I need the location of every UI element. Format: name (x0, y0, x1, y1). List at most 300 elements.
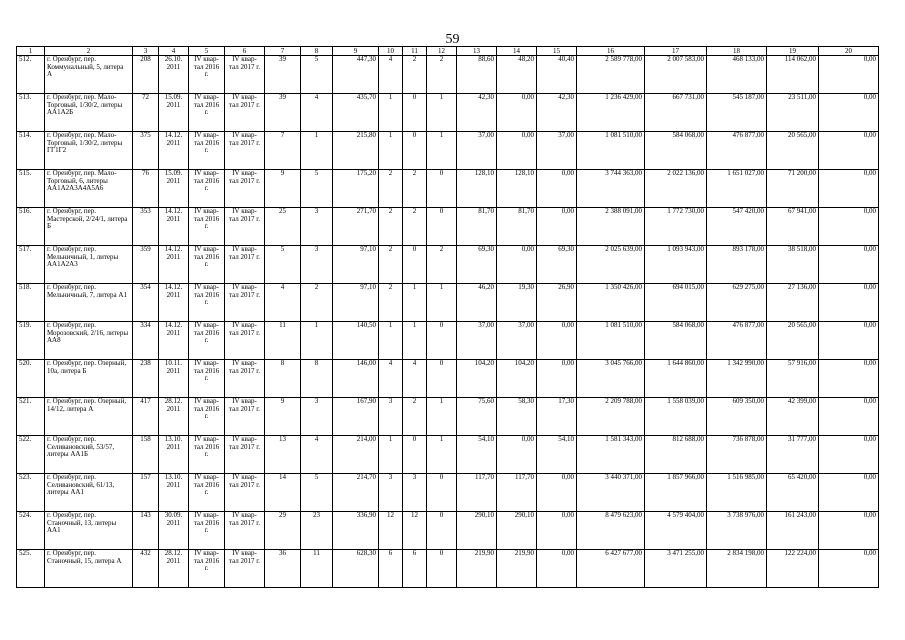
table-cell: IV квар- тал 2016 г. (189, 550, 225, 588)
table-cell: 37,00 (537, 132, 577, 170)
table-cell: 1 (427, 436, 457, 474)
table-cell: 57 916,00 (767, 360, 819, 398)
table-cell: IV квар- тал 2016 г. (189, 246, 225, 284)
table-cell: 667 731,00 (645, 94, 707, 132)
table-cell: IV квар- тал 2017 г. (225, 284, 265, 322)
table-cell: 104,20 (497, 360, 537, 398)
table-row (17, 246, 879, 284)
table-row (17, 436, 879, 474)
table-cell: 1 857 966,00 (645, 474, 707, 512)
table-cell: IV квар- тал 2017 г. (225, 170, 265, 208)
table-cell: 1 (301, 132, 333, 170)
table-cell: IV квар- тал 2017 г. (225, 550, 265, 588)
table-cell: 1 581 343,00 (577, 436, 645, 474)
table-cell: 13.10. 2011 (159, 436, 189, 474)
table-cell: 375 (133, 132, 159, 170)
page-number: 59 (445, 32, 460, 47)
table-cell: IV квар- тал 2016 г. (189, 132, 225, 170)
column-number-header: 15 (537, 47, 577, 56)
table-cell: 3 (301, 246, 333, 284)
table-cell: 4 (403, 360, 427, 398)
table-cell: 117,70 (497, 474, 537, 512)
table-cell: 37,00 (457, 322, 497, 360)
table-cell: 468 133,00 (707, 56, 767, 94)
table-cell: 2 022 136,00 (645, 170, 707, 208)
table-cell: 2 (379, 284, 403, 322)
column-number-header: 11 (403, 47, 427, 56)
table-cell: 3 (301, 398, 333, 436)
column-number-header: 16 (577, 47, 645, 56)
table-cell: 336,90 (333, 512, 379, 550)
table-cell: 26.10. 2011 (159, 56, 189, 94)
table-cell: 208 (133, 56, 159, 94)
data-table (16, 46, 879, 588)
column-number-header: 8 (301, 47, 333, 56)
table-cell: IV квар- тал 2016 г. (189, 94, 225, 132)
table-cell: 114 062,00 (767, 56, 819, 94)
table-row (17, 550, 879, 588)
table-cell: 476 877,00 (707, 132, 767, 170)
table-cell: 15.09. 2011 (159, 170, 189, 208)
table-cell: 214,00 (333, 436, 379, 474)
table-cell: 14.12. 2011 (159, 284, 189, 322)
row-number-cell: 514. (17, 132, 45, 170)
table-cell: IV квар- тал 2016 г. (189, 284, 225, 322)
table-cell: 17,30 (537, 398, 577, 436)
table-cell: 175,20 (333, 170, 379, 208)
table-cell: 28.12. 2011 (159, 550, 189, 588)
table-row (17, 94, 879, 132)
table-cell: 0 (427, 360, 457, 398)
table-cell: 0 (427, 474, 457, 512)
table-cell: 1 (403, 284, 427, 322)
table-cell: IV квар- тал 2017 г. (225, 436, 265, 474)
table-cell: 42,30 (457, 94, 497, 132)
address-cell: г. Оренбург, пер. Озерный, 14/12, литера А (45, 398, 133, 436)
table-cell: 14.12. 2011 (159, 132, 189, 170)
table-cell: 609 350,00 (707, 398, 767, 436)
column-number-header: 14 (497, 47, 537, 56)
table-cell: 238 (133, 360, 159, 398)
table-cell: 7 (265, 132, 301, 170)
table-cell: 19,30 (497, 284, 537, 322)
table-cell: 14.12. 2011 (159, 246, 189, 284)
column-number-header: 17 (645, 47, 707, 56)
address-cell: г. Оренбург, пер. Коммунальный, 5, литера А (45, 56, 133, 94)
table-cell: 432 (133, 550, 159, 588)
table-cell: IV квар- тал 2016 г. (189, 322, 225, 360)
table-cell: 48,20 (497, 56, 537, 94)
table-cell: 36 (265, 550, 301, 588)
table-cell: 893 178,00 (707, 246, 767, 284)
row-number-cell: 525. (17, 550, 45, 588)
table-cell: 13 (265, 436, 301, 474)
table-cell: 219,90 (497, 550, 537, 588)
table-cell: 117,70 (457, 474, 497, 512)
table-cell: 12 (403, 512, 427, 550)
row-number-cell: 524. (17, 512, 45, 550)
table-cell: 0,00 (537, 512, 577, 550)
table-cell: 30.09. 2011 (159, 512, 189, 550)
table-cell: 0,00 (819, 170, 879, 208)
row-number-cell: 523. (17, 474, 45, 512)
table-cell: 14.12. 2011 (159, 208, 189, 246)
table-cell: 20 565,00 (767, 132, 819, 170)
table-cell: IV квар- тал 2017 г. (225, 132, 265, 170)
row-number-cell: 518. (17, 284, 45, 322)
table-cell: 5 (301, 56, 333, 94)
table-cell: IV квар- тал 2016 г. (189, 436, 225, 474)
column-number-header: 13 (457, 47, 497, 56)
table-cell: IV квар- тал 2016 г. (189, 208, 225, 246)
table-cell: 146,00 (333, 360, 379, 398)
table-cell: 37,00 (497, 322, 537, 360)
table-cell: 157 (133, 474, 159, 512)
column-number-header: 4 (159, 47, 189, 56)
row-number-cell: 517. (17, 246, 45, 284)
table-cell: 6 427 677,00 (577, 550, 645, 588)
column-number-header: 10 (379, 47, 403, 56)
table-cell: 0,00 (537, 208, 577, 246)
table-cell: 2 388 091,00 (577, 208, 645, 246)
table-cell: 26,90 (537, 284, 577, 322)
table-cell: 76 (133, 170, 159, 208)
table-cell: 0,00 (819, 398, 879, 436)
table-cell: 23 (301, 512, 333, 550)
table-cell: 2 (379, 246, 403, 284)
table-cell: 417 (133, 398, 159, 436)
table-cell: 158 (133, 436, 159, 474)
table-cell: 0,00 (537, 170, 577, 208)
table-cell: 12 (379, 512, 403, 550)
table-cell: 1 093 943,00 (645, 246, 707, 284)
table-cell: 4 (301, 94, 333, 132)
table-cell: 0 (427, 322, 457, 360)
table-cell: 54,10 (457, 436, 497, 474)
table-cell: 215,80 (333, 132, 379, 170)
address-cell: г. Оренбург, пер. Селивановский, 53/57, литеры АА1Б (45, 436, 133, 474)
table-cell: 2 007 583,00 (645, 56, 707, 94)
table-cell: 1 (427, 398, 457, 436)
table-body (17, 56, 879, 588)
table-cell: IV квар- тал 2017 г. (225, 474, 265, 512)
table-cell: 476 877,00 (707, 322, 767, 360)
table-cell: 271,70 (333, 208, 379, 246)
table-cell: IV квар- тал 2016 г. (189, 56, 225, 94)
column-number-header: 3 (133, 47, 159, 56)
table-cell: 0 (403, 132, 427, 170)
table-cell: 97,10 (333, 246, 379, 284)
table-cell: 5 (301, 170, 333, 208)
table-cell: 0 (427, 512, 457, 550)
table-cell: 0,00 (819, 436, 879, 474)
table-row (17, 474, 879, 512)
column-number-row (17, 47, 879, 56)
address-cell: г. Оренбург, пер. Мало-Торговый, 1/30/2, литеры ГГ1Г2 (45, 132, 133, 170)
table-cell: 46,20 (457, 284, 497, 322)
table-cell: 290,10 (457, 512, 497, 550)
row-number-cell: 512. (17, 56, 45, 94)
table-row (17, 512, 879, 550)
table-row (17, 322, 879, 360)
table-cell: 1 (427, 94, 457, 132)
column-number-header: 7 (265, 47, 301, 56)
table-cell: IV квар- тал 2017 г. (225, 208, 265, 246)
table-cell: 1 (403, 322, 427, 360)
table-cell: 4 (301, 436, 333, 474)
table-cell: 3 (379, 398, 403, 436)
table-cell: 6 (379, 550, 403, 588)
table-cell: 58,30 (497, 398, 537, 436)
table-cell: 39 (265, 56, 301, 94)
table-cell: 694 015,00 (645, 284, 707, 322)
table-cell: 167,90 (333, 398, 379, 436)
table-row (17, 360, 879, 398)
table-cell: IV квар- тал 2016 г. (189, 474, 225, 512)
table-cell: IV квар- тал 2017 г. (225, 322, 265, 360)
table-cell: 20 565,00 (767, 322, 819, 360)
table-cell: 29 (265, 512, 301, 550)
table-cell: 629 275,00 (707, 284, 767, 322)
table-cell: 0,00 (819, 360, 879, 398)
table-cell: 128,10 (497, 170, 537, 208)
table-cell: 2 (427, 56, 457, 94)
table-cell: 42 399,00 (767, 398, 819, 436)
table-cell: IV квар- тал 2017 г. (225, 94, 265, 132)
table-cell: 0 (427, 208, 457, 246)
table-cell: 3 744 363,00 (577, 170, 645, 208)
table-cell: 8 479 623,00 (577, 512, 645, 550)
table-cell: 8 (301, 360, 333, 398)
table-cell: 736 878,00 (707, 436, 767, 474)
table-cell: 97,10 (333, 284, 379, 322)
table-cell: IV квар- тал 2016 г. (189, 398, 225, 436)
address-cell: г. Оренбург, пер. Мельничный, 7, литера А1 (45, 284, 133, 322)
table-cell: 2 834 198,00 (707, 550, 767, 588)
table-cell: 1 (427, 132, 457, 170)
table-cell: 1 (379, 94, 403, 132)
table-cell: IV квар- тал 2017 г. (225, 512, 265, 550)
table-cell: 1 081 510,00 (577, 322, 645, 360)
table-row (17, 170, 879, 208)
table-row (17, 56, 879, 94)
table-cell: 75,60 (457, 398, 497, 436)
table-cell: 290,10 (497, 512, 537, 550)
table-cell: 31 777,00 (767, 436, 819, 474)
table-cell: 5 (265, 246, 301, 284)
table-cell: 2 (427, 246, 457, 284)
table-cell: 5 (301, 474, 333, 512)
table-cell: 3 045 766,00 (577, 360, 645, 398)
table-cell: 0,00 (819, 56, 879, 94)
column-number-header: 2 (45, 47, 133, 56)
table-cell: 81,70 (457, 208, 497, 246)
table-cell: 15.09. 2011 (159, 94, 189, 132)
table-cell: 0,00 (819, 284, 879, 322)
table-cell: 23 511,00 (767, 94, 819, 132)
table-cell: 40,40 (537, 56, 577, 94)
table-cell: 3 (301, 208, 333, 246)
address-cell: г. Оренбург, пер. Селивановский, 61/13, литеры АА1 (45, 474, 133, 512)
table-cell: 8 (265, 360, 301, 398)
table-cell: 0,00 (497, 436, 537, 474)
table-cell: 0 (427, 550, 457, 588)
address-cell: г. Оренбург, пер. Озерный, 10а, литера Б (45, 360, 133, 398)
table-cell: 37,00 (457, 132, 497, 170)
table-cell: 72 (133, 94, 159, 132)
table-cell: 0,00 (819, 322, 879, 360)
table-cell: 2 (379, 170, 403, 208)
table-cell: 447,30 (333, 56, 379, 94)
table-cell: 65 420,00 (767, 474, 819, 512)
table-cell: 334 (133, 322, 159, 360)
table-cell: 14 (265, 474, 301, 512)
table-cell: 812 688,00 (645, 436, 707, 474)
table-cell: 0 (427, 170, 457, 208)
table-cell: 0 (403, 246, 427, 284)
column-number-header: 20 (819, 47, 879, 56)
column-number-header: 12 (427, 47, 457, 56)
table-cell: 1 516 985,00 (707, 474, 767, 512)
address-cell: г. Оренбург, пер. Мало-Торговый, 1/30/2, литеры АА1А2Б (45, 94, 133, 132)
table-row (17, 398, 879, 436)
table-cell: 0,00 (537, 550, 577, 588)
table-cell: 3 471 255,00 (645, 550, 707, 588)
table-cell: 0 (403, 436, 427, 474)
table-cell: 1 644 860,00 (645, 360, 707, 398)
address-cell: г. Оренбург, пер. Мельничный, 1, литеры АА1А2А3 (45, 246, 133, 284)
table-cell: 628,30 (333, 550, 379, 588)
table-cell: 9 (265, 398, 301, 436)
table-cell: 219,90 (457, 550, 497, 588)
row-number-cell: 522. (17, 436, 45, 474)
column-number-header: 5 (189, 47, 225, 56)
table-cell: 11 (265, 322, 301, 360)
table-cell: IV квар- тал 2016 г. (189, 170, 225, 208)
table-cell: 584 068,00 (645, 322, 707, 360)
table-cell: 2 (403, 208, 427, 246)
table-cell: 71 200,00 (767, 170, 819, 208)
table-cell: 3 440 371,00 (577, 474, 645, 512)
table-cell: 42,30 (537, 94, 577, 132)
table-cell: 0,00 (537, 474, 577, 512)
table-cell: 3 (379, 474, 403, 512)
row-number-cell: 519. (17, 322, 45, 360)
table-cell: 0 (403, 94, 427, 132)
table-cell: 0,00 (819, 94, 879, 132)
table-cell: 0,00 (819, 208, 879, 246)
table-cell: 0,00 (819, 512, 879, 550)
table-cell: 3 (403, 474, 427, 512)
table-cell: IV квар- тал 2017 г. (225, 56, 265, 94)
table-cell: 435,70 (333, 94, 379, 132)
column-number-header: 1 (17, 47, 45, 56)
table-cell: 1 (379, 436, 403, 474)
table-cell: 2 025 639,00 (577, 246, 645, 284)
table-cell: 0,00 (537, 322, 577, 360)
column-number-header: 6 (225, 47, 265, 56)
table-cell: 69,30 (457, 246, 497, 284)
column-number-header: 9 (333, 47, 379, 56)
table-cell: 2 (403, 170, 427, 208)
table-cell: 122 224,00 (767, 550, 819, 588)
table-cell: 4 (379, 360, 403, 398)
table-cell: 39 (265, 94, 301, 132)
table-cell: 547 420,00 (707, 208, 767, 246)
table-cell: 1 (379, 132, 403, 170)
column-number-header: 19 (767, 47, 819, 56)
table-cell: 27 136,00 (767, 284, 819, 322)
table-cell: 6 (403, 550, 427, 588)
table-cell: 1 342 990,00 (707, 360, 767, 398)
table-cell: 0,00 (819, 246, 879, 284)
row-number-cell: 513. (17, 94, 45, 132)
table-cell: 67 941,00 (767, 208, 819, 246)
table-cell: 88,60 (457, 56, 497, 94)
table-cell: IV квар- тал 2016 г. (189, 512, 225, 550)
address-cell: г. Оренбург, пер. Станочный, 13, литеры АА1 (45, 512, 133, 550)
table-cell: 1 (379, 322, 403, 360)
table-cell: 0,00 (819, 474, 879, 512)
row-number-cell: 521. (17, 398, 45, 436)
table-cell: 81,70 (497, 208, 537, 246)
table-cell: 0,00 (497, 246, 537, 284)
address-cell: г. Оренбург, пер. Станочный, 15, литера А (45, 550, 133, 588)
table-cell: 143 (133, 512, 159, 550)
address-cell: г. Оренбург, пер. Морозовский, 2/16, литеры АА8 (45, 322, 133, 360)
table-cell: IV квар- тал 2017 г. (225, 246, 265, 284)
address-cell: г. Оренбург, пер. Мало-Торговый, 6, литеры АА1А2А3А4А5А6 (45, 170, 133, 208)
table-cell: 2 (379, 208, 403, 246)
table-cell: 9 (265, 170, 301, 208)
table-cell: 0,00 (537, 360, 577, 398)
table-cell: 1 236 429,00 (577, 94, 645, 132)
table-cell: 140,50 (333, 322, 379, 360)
table-cell: 11 (301, 550, 333, 588)
table-cell: 2 (403, 56, 427, 94)
table-cell: 0,00 (497, 94, 537, 132)
table-cell: 4 (265, 284, 301, 322)
table-cell: 359 (133, 246, 159, 284)
table-row (17, 132, 879, 170)
table-cell: 0,00 (819, 132, 879, 170)
row-number-cell: 520. (17, 360, 45, 398)
table-cell: 545 187,00 (707, 94, 767, 132)
table-cell: 1 772 730,00 (645, 208, 707, 246)
table-cell: 38 518,00 (767, 246, 819, 284)
table-cell: 584 068,00 (645, 132, 707, 170)
table-cell: IV квар- тал 2017 г. (225, 398, 265, 436)
table-cell: 28.12. 2011 (159, 398, 189, 436)
table-cell: 14.12. 2011 (159, 322, 189, 360)
table-cell: 4 579 404,00 (645, 512, 707, 550)
table-row (17, 208, 879, 246)
table-cell: 104,20 (457, 360, 497, 398)
table-cell: IV квар- тал 2017 г. (225, 360, 265, 398)
table-cell: 161 243,00 (767, 512, 819, 550)
row-number-cell: 516. (17, 208, 45, 246)
table-cell: 2 589 778,00 (577, 56, 645, 94)
address-cell: г. Оренбург, пер. Мастерской, 2/24/1, литера Б (45, 208, 133, 246)
table-cell: 0,00 (819, 550, 879, 588)
table-cell: 4 (379, 56, 403, 94)
table-cell: 128,10 (457, 170, 497, 208)
table-row (17, 284, 879, 322)
table-cell: 0,00 (497, 132, 537, 170)
table-cell: 25 (265, 208, 301, 246)
table-cell: 13.10. 2011 (159, 474, 189, 512)
table-cell: 54,10 (537, 436, 577, 474)
